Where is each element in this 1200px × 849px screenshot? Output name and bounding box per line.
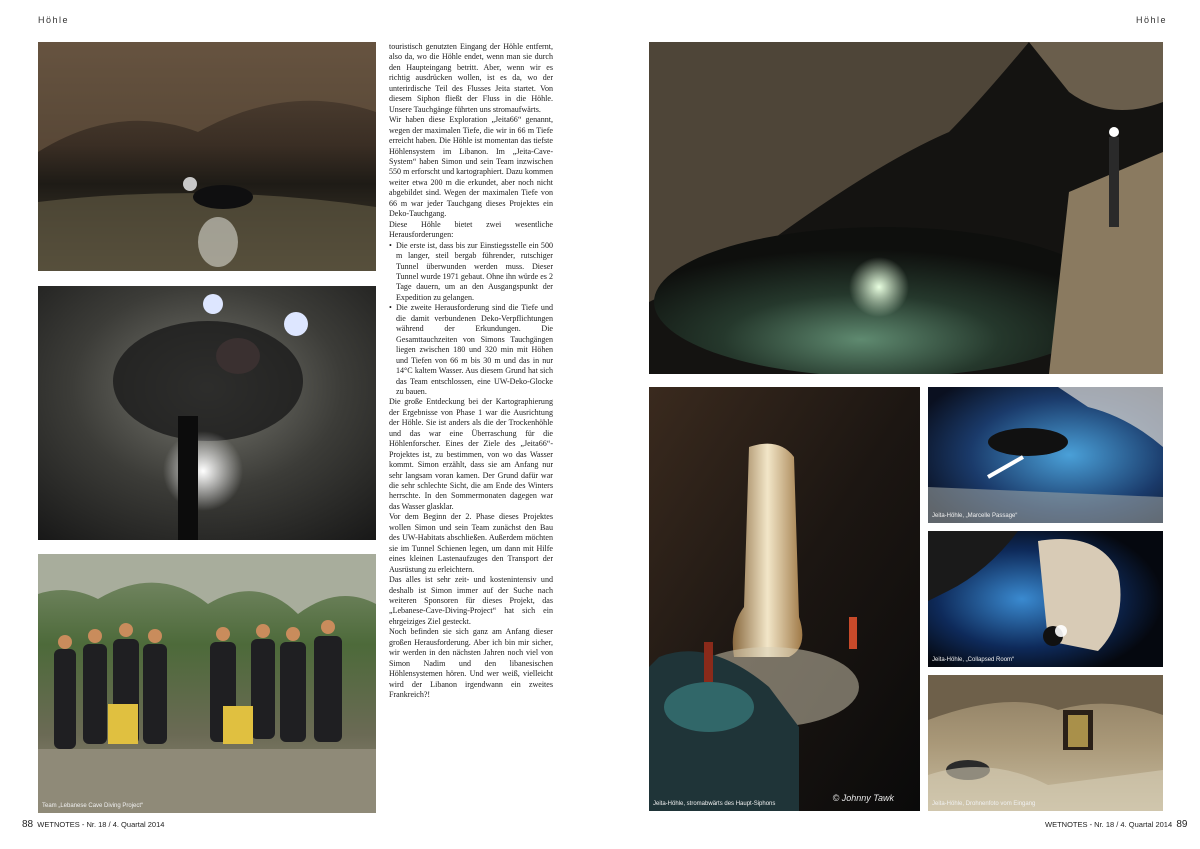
- article-paragraph: Das alles ist sehr zeit- und kostenintensiv und deshalb ist Simon immer auf der Suche nach weiteren Sponsoren für dieses Projekt, das „Lebanese-Cave-Diving-Project“ hat sich ein ehrgeiziges Ziel gesteckt.: [389, 575, 553, 626]
- photo-diver-underwater-closeup: [38, 286, 376, 540]
- siphon-photo-caption: Jeita-Höhle, stromabwärts des Haupt-Siphons: [653, 801, 776, 807]
- photo-credit: © Johnny Tawk: [832, 793, 894, 803]
- left-page-footer: [22, 819, 164, 830]
- page-number-left: 88: [22, 819, 34, 830]
- challenges-list: [389, 241, 553, 398]
- right-page-header: Höhle: [1136, 15, 1168, 25]
- marcelle-photo-caption: Jeita-Höhle, „Marcelle Passage“: [932, 513, 1018, 519]
- photo-cave-lake-wide: [649, 42, 1163, 374]
- list-item: • Die zweite Herausforderung sind die Tiefe und die damit verbundenen Deko-Verpflichtungen während der Erkundungen. Die Gesamttauchzeiten von Simons Tauchgängen liegen zwischen 180 und 320 min mit Höhen und Tiefen von 66 m bis 30 m und das in nur 14°C kaltem Wasser. Aus diesem Grund hat sich das Team entschlossen, eine UW-Deko-Glocke zu bauen.: [389, 303, 553, 397]
- article-paragraph: Wir haben diese Exploration „Jeita66“ genannt, wegen der maximalen Tiefe, die wir in 66 m Tiefe erreicht haben. Die Höhle ist momentan das tiefste Höhlensystem im Libanon. Im „Jeita-Cave-System“ haben Simon und sein Team inzwischen 550 m erforscht und kartographiert. Dazu kommen weiter etwa 200 m die erkundet, aber noch nicht abgebildet sind. Wegen der maximalen Tiefe von 66 m war jeder Tauchgang dieses Projektes ein Deko-Tauchgang.: [389, 115, 553, 219]
- photo-team-group: [38, 554, 376, 813]
- article-paragraph: Vor dem Beginn der 2. Phase dieses Projektes wollen Simon und sein Team zunächst den Bau des UW-Habitats abschließen. Außerdem möchten sie im Tunnel Schienen legen, um dann mit Hilfe eines kleinen Lastenaufzuges den Transport der Ausrüstung zu erleichtern.: [389, 512, 553, 574]
- right-page-footer: [1045, 819, 1187, 830]
- photo-collapsed-room: [928, 531, 1163, 667]
- article-paragraph: Diese Höhle bietet zwei wesentliche Herausforderungen:: [389, 219, 553, 240]
- list-item: • Die erste ist, dass bis zur Einstiegsstelle ein 500 m langer, steil bergab führender, rutschiger Tunnel überwunden werden muss. Dieser Tunnel wurde 1971 gebaut. Ohne ihn würde es 2 Tage dauern, um an den Ausgangspunkt der Expedition zu gelangen.: [389, 241, 553, 304]
- photo-diver-surface-tunnel: [38, 42, 376, 271]
- entrance-photo-caption: Jeita-Höhle, Drohnenfoto vom Eingang: [932, 801, 1036, 807]
- page-number-right: 89: [1176, 819, 1188, 830]
- footer-right-text: WETNOTES - Nr. 18 / 4. Quartal 2014: [1045, 820, 1173, 829]
- team-photo-caption: Team „Lebanese Cave Diving Project“: [42, 803, 144, 809]
- photo-marcelle-passage: [928, 387, 1163, 523]
- photo-drone-entrance: [928, 675, 1163, 811]
- article-paragraph: touristisch genutzten Eingang der Höhle entfernt, also da, wo die Höhle endet, wenn man sie durch den Haupteingang betritt. Aber, wenn wir es richtig ausdrücken wollen, ist es da, wo der unterirdische Teil des Flusses Jeita startet. Von diesem Siphon fließt der Fluss in die Höhle. Unsere Tauchgänge führten uns stromaufwärts.: [389, 42, 553, 114]
- photo-stalagmite-siphon: [649, 387, 920, 811]
- article-column: [389, 42, 553, 701]
- article-paragraph: Noch befinden sie sich ganz am Anfang dieser großen Herausforderung. Aber ich bin mir sicher, wir werden in den nächsten Jahren noch viel von Simon Nadim und den libanesischen Höhlensystemen hören. Und wer weiß, vielleicht wird der Libanon irgendwann ein zweites Frankreich?!: [389, 627, 553, 700]
- left-page-header: Höhle: [38, 15, 70, 25]
- collapsed-photo-caption: Jeita-Höhle, „Collapsed Room“: [932, 657, 1015, 663]
- article-paragraph: Die große Entdeckung bei der Kartographierung der Ergebnisse von Phase 1 war die Ausrichtung der Höhle. Sie ist anders als die der Trockenhöhle und das war eine Überraschung für die Höhlenforscher. Eines der Ziele des „Jeita66“-Projektes ist, zu bestimmen, von wo das Wasser kommt. Simon erzählt, dass sie am Anfang nur sehr langsam voran kamen. Der Grund dafür war die sehr schlechte Sicht, die am Ende des Winters herrschte. In den Sommermonaten dagegen war das Wasser glasklar.: [389, 397, 553, 511]
- footer-left-text: WETNOTES - Nr. 18 / 4. Quartal 2014: [37, 820, 165, 829]
